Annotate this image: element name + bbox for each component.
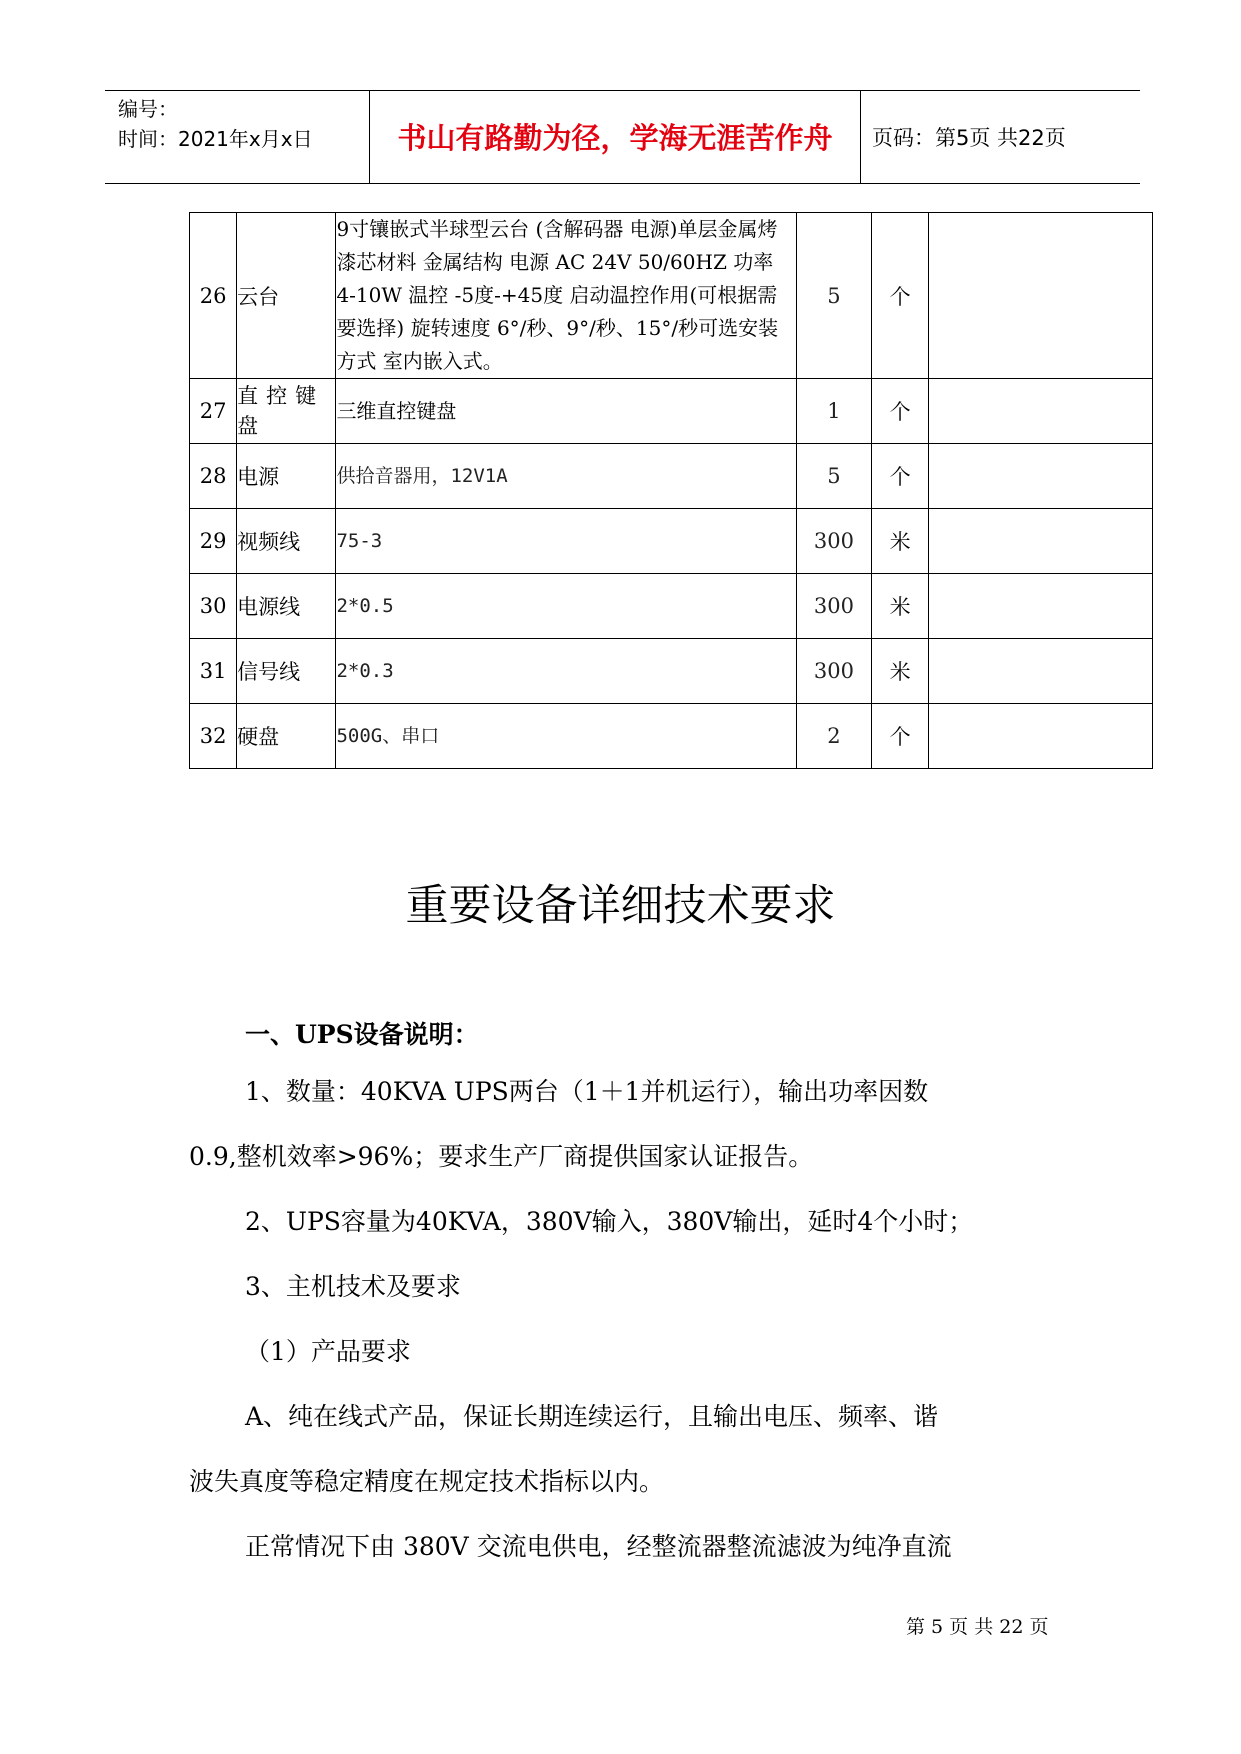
item-spec: 2*0.3 [336,639,796,704]
row-number: 26 [190,213,237,379]
item-spec: 2*0.5 [336,574,796,639]
paragraph-line: 3、主机技术及要求 [245,1272,461,1301]
item-note [929,574,1153,639]
table-row [190,379,1153,444]
item-unit: 米 [872,509,929,574]
item-name: 电源 [237,444,336,509]
table-row [190,639,1153,704]
item-quantity: 300 [796,574,871,639]
row-number: 30 [190,574,237,639]
paragraph-line: 正常情况下由 380V 交流电供电，经整流器整流滤波为纯净直流 [245,1532,952,1561]
item-spec: 75-3 [336,509,796,574]
row-number: 32 [190,704,237,769]
item-name: 云台 [237,213,336,379]
header-meta [118,94,313,154]
document-title: 重要设备详细技术要求 [405,881,836,931]
item-unit: 个 [872,444,929,509]
section-heading: 一、UPS设备说明： [245,1020,479,1049]
item-name: 视频线 [237,509,336,574]
item-note [929,379,1153,444]
header-time: 时间：2021年x月x日 [118,127,313,151]
item-quantity: 5 [796,444,871,509]
item-quantity: 300 [796,639,871,704]
paragraph-line: 1、数量：40KVA UPS两台（1＋1并机运行），输出功率因数 [245,1077,929,1106]
paragraph-line: （1）产品要求 [245,1337,411,1366]
table-row [190,704,1153,769]
item-note [929,213,1153,379]
table-row [190,574,1153,639]
equipment-table [189,212,1153,769]
paragraph-line: 0.9,整机效率>96%；要求生产厂商提供国家认证报告。 [189,1142,814,1171]
row-number: 28 [190,444,237,509]
item-name: 直控键盘 [237,379,336,444]
paragraph-line: A、纯在线式产品，保证长期连续运行，且输出电压、频率、谐 [245,1402,939,1431]
item-note [929,704,1153,769]
item-unit: 米 [872,574,929,639]
item-quantity: 1 [796,379,871,444]
header-top-rule [105,90,1140,91]
header-bottom-rule [105,183,1140,184]
item-note [929,639,1153,704]
row-number: 27 [190,379,237,444]
header-divider-right [860,90,861,183]
header-page-number: 页码：第5页 共22页 [872,126,1066,150]
item-name: 信号线 [237,639,336,704]
header-motto: 书山有路勤为径，学海无涯苦作舟 [397,121,833,155]
item-spec: 三维直控键盘 [336,379,796,444]
item-name: 硬盘 [237,704,336,769]
item-spec: 9寸镶嵌式半球型云台 (含解码器 电源)单层金属烤漆芯材料 金属结构 电源 AC 24V 50/60HZ 功率 4-10W 温控 -5度-+45度 启动温控作用(可根据需要选择) 旋转速度 6°/秒、9°/秒、15°/秒可选安装方式 室内嵌入式。 [336,213,796,379]
table-row [190,213,1153,379]
table-row [190,444,1153,509]
paragraph-line: 2、UPS容量为40KVA，380V输入，380V输出，延时4个小时； [245,1207,974,1236]
item-unit: 个 [872,213,929,379]
item-unit: 个 [872,379,929,444]
item-quantity: 300 [796,509,871,574]
table-row [190,509,1153,574]
item-unit: 个 [872,704,929,769]
item-unit: 米 [872,639,929,704]
item-quantity: 2 [796,704,871,769]
item-quantity: 5 [796,213,871,379]
header-number: 编号： [118,97,178,121]
page-footer: 第 5 页 共 22 页 [906,1616,1049,1638]
header-divider-left [369,90,370,183]
item-note [929,444,1153,509]
item-spec: 500G、串口 [336,704,796,769]
item-note [929,509,1153,574]
paragraph-line: 波失真度等稳定精度在规定技术指标以内。 [189,1467,665,1496]
item-spec: 供拾音器用，12V1A [336,444,796,509]
row-number: 29 [190,509,237,574]
row-number: 31 [190,639,237,704]
item-name: 电源线 [237,574,336,639]
